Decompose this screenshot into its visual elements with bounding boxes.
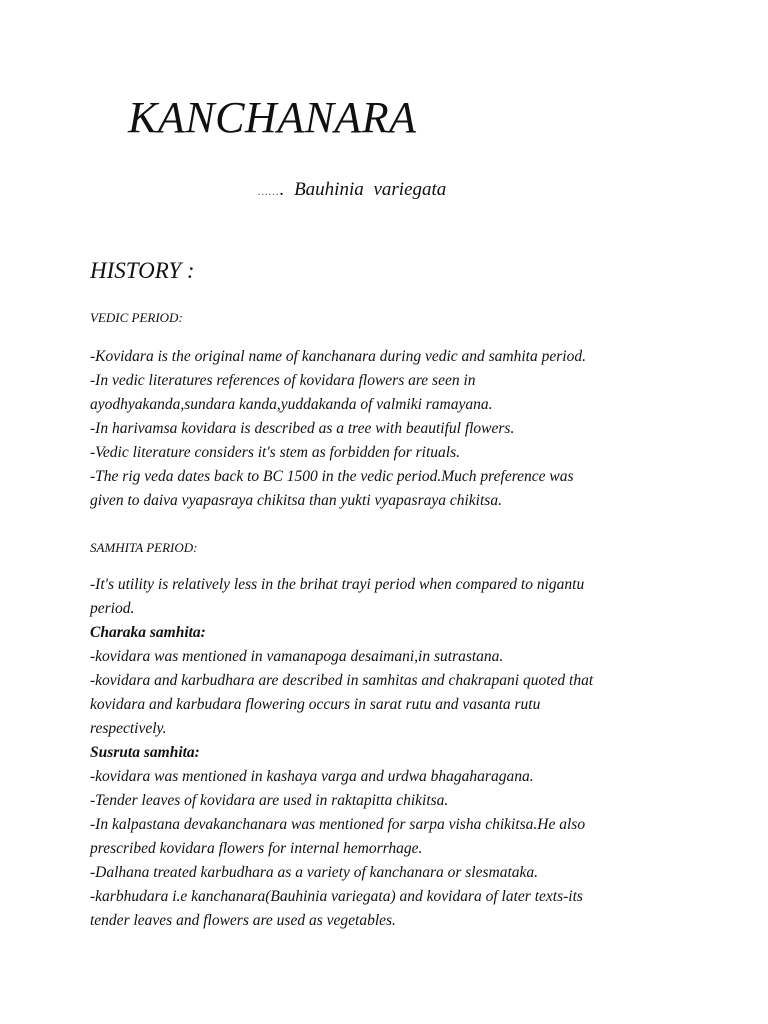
vedic-period-heading: VEDIC PERIOD: (90, 310, 183, 325)
vedic-line: -The rig veda dates back to BC 1500 in the vedic period.Much preference was (90, 468, 574, 485)
vedic-line: -In vedic literatures references of kovidara flowers are seen in (90, 372, 476, 389)
charaka-line: respectively. (90, 720, 167, 737)
subtitle-dots: …… (258, 186, 280, 198)
charaka-samhita-heading: Charaka samhita: (90, 624, 206, 641)
susruta-line: prescribed kovidara flowers for internal hemorrhage. (90, 840, 423, 857)
susruta-line: -Tender leaves of kovidara are used in raktapitta chikitsa. (90, 792, 449, 809)
history-heading: HISTORY : (90, 258, 195, 283)
susruta-line: -In kalpastana devakanchanara was mentioned for sarpa visha chikitsa.He also (90, 816, 586, 833)
susruta-samhita-heading: Susruta samhita: (90, 744, 200, 761)
susruta-line: -kovidara was mentioned in kashaya varga and urdwa bhagaharagana. (90, 768, 534, 785)
vedic-line: given to daiva vyapasraya chikitsa than yukti vyapasraya chikitsa. (90, 492, 502, 509)
vedic-line: -Kovidara is the original name of kanchanara during vedic and samhita period. (90, 348, 586, 365)
samhita-period-text (90, 573, 680, 933)
samhita-period-heading: SAMHITA PERIOD: (90, 540, 198, 555)
charaka-line: kovidara and karbudara flowering occurs in sarat rutu and vasanta rutu (90, 696, 541, 713)
charaka-line: -kovidara and karbudhara are described in samhitas and chakrapani quoted that (90, 672, 594, 689)
vedic-line: ayodhyakanda,sundara kanda,yuddakanda of valmiki ramayana. (90, 396, 493, 413)
susruta-line: -Dalhana treated karbudhara as a variety of kanchanara or slesmataka. (90, 864, 539, 881)
samhita-intro-line: -It's utility is relatively less in the brihat trayi period when compared to nigantu (90, 576, 585, 593)
charaka-line: -kovidara was mentioned in vamanapoga desaimani,in sutrastana. (90, 648, 504, 665)
botanical-name: . Bauhinia variegata (279, 179, 447, 200)
vedic-line: -Vedic literature considers it's stem as forbidden for rituals. (90, 444, 460, 461)
document-title: KANCHANARA (128, 93, 417, 142)
botanical-subtitle (258, 180, 446, 199)
susruta-line: -karbhudara i.e kanchanara(Bauhinia variegata) and kovidara of later texts-its (90, 888, 583, 905)
vedic-period-text (90, 345, 680, 513)
samhita-intro-line: period. (90, 600, 135, 617)
vedic-line: -In harivamsa kovidara is described as a tree with beautiful flowers. (90, 420, 515, 437)
susruta-line: tender leaves and flowers are used as vegetables. (90, 912, 396, 929)
